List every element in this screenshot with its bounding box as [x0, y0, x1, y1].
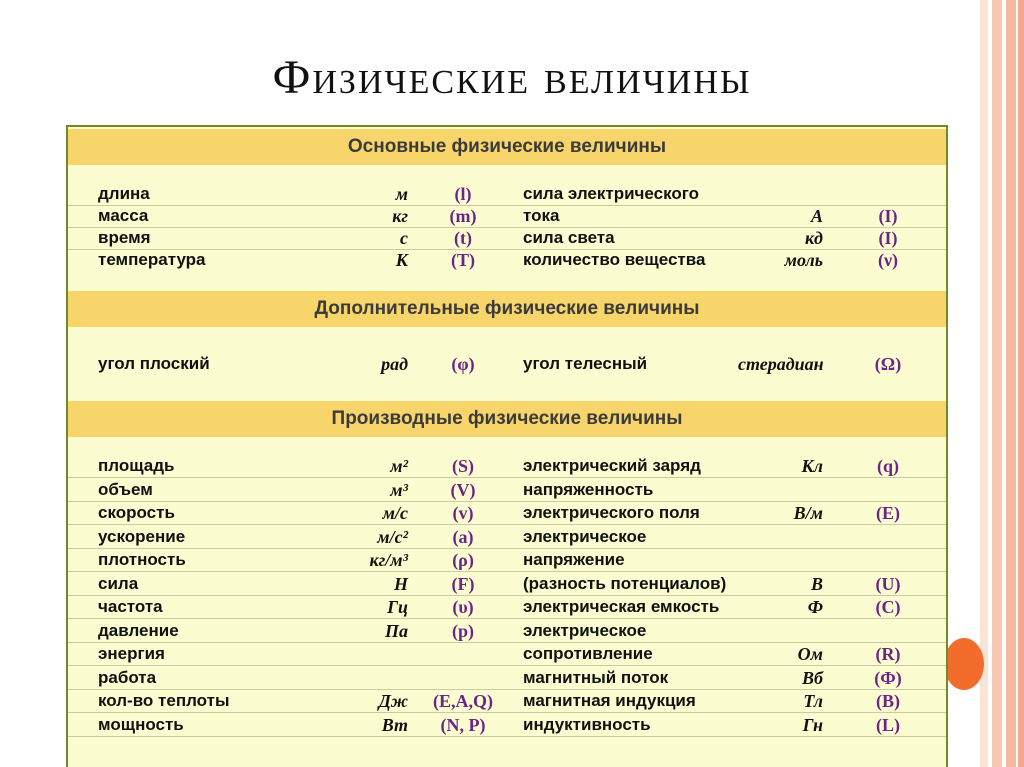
- derived-row: [68, 690, 946, 713]
- quantity-unit: Вт: [381, 714, 408, 735]
- quantity-name: магнитный поток: [523, 667, 669, 687]
- quantity-unit: В/м: [793, 503, 823, 523]
- quantity-symbol: (B): [876, 691, 900, 711]
- quantity-name: электрическое: [523, 620, 647, 640]
- quantity-unit: с: [400, 228, 408, 248]
- decorative-orb: [944, 638, 984, 690]
- quantity-unit: м/с²: [377, 526, 408, 547]
- quantity-symbol: (E): [876, 503, 900, 523]
- quantity-symbol: (T): [451, 250, 475, 270]
- quantity-unit: Ом: [797, 644, 823, 664]
- quantity-unit: В: [810, 573, 823, 594]
- quantity-name: напряжение: [523, 550, 625, 569]
- basic-row: [68, 205, 946, 228]
- quantity-name: масса: [98, 206, 149, 225]
- quantity-symbol: (N, P): [440, 714, 486, 735]
- derived-row: [68, 479, 946, 502]
- quantity-name: ускорение: [98, 526, 186, 546]
- quantity-name: индуктивность: [523, 714, 651, 734]
- quantity-name: магнитная индукция: [523, 691, 696, 710]
- quantity-name: работа: [98, 667, 157, 687]
- quantity-symbol: (a): [452, 526, 474, 547]
- quantity-name: частота: [98, 597, 163, 616]
- quantity-symbol: (E,A,Q): [433, 691, 493, 711]
- quantity-name: объем: [98, 479, 153, 499]
- quantity-symbol: (ρ): [452, 550, 474, 570]
- quantity-unit: м³: [390, 479, 408, 500]
- decorative-stripes: [980, 0, 1024, 767]
- quantity-unit: кд: [804, 228, 823, 248]
- quantity-unit: моль: [784, 250, 823, 270]
- quantity-symbol: (Ф): [874, 667, 902, 688]
- quantity-symbol: (q): [877, 456, 899, 476]
- quantity-unit: Па: [384, 620, 408, 641]
- quantity-name: сила: [98, 573, 139, 593]
- section-derived-header: Производные физические величины: [68, 401, 946, 437]
- additional-row: [68, 353, 946, 375]
- quantity-symbol: (L): [876, 714, 900, 735]
- page-title: Физические величины: [272, 51, 752, 104]
- quantity-symbol: (U): [875, 573, 901, 594]
- quantity-name: время: [98, 228, 151, 247]
- quantity-unit: м: [395, 184, 408, 204]
- quantity-name: напряженность: [523, 479, 654, 499]
- quantity-symbol: (φ): [451, 354, 475, 374]
- basic-row: [68, 249, 946, 271]
- quantity-symbol: (S): [452, 456, 474, 476]
- quantity-name: скорость: [98, 503, 175, 522]
- basic-row: [68, 227, 946, 250]
- quantity-unit: Тл: [803, 691, 823, 711]
- quantity-unit: Дж: [378, 691, 408, 711]
- quantity-symbol: (Ω): [874, 354, 902, 374]
- quantity-name: угол телесный: [523, 354, 648, 373]
- quantity-unit: Гц: [387, 597, 408, 617]
- quantity-name: (разность потенциалов): [523, 573, 727, 593]
- derived-row: [68, 502, 946, 525]
- derived-row: [68, 455, 946, 478]
- derived-row: [68, 526, 946, 549]
- quantity-unit: Кл: [801, 456, 823, 476]
- section-additional-header: Дополнительные физические величины: [68, 291, 946, 327]
- quantity-unit: рад: [381, 354, 408, 374]
- derived-row: [68, 667, 946, 690]
- quantity-name: электрический заряд: [523, 456, 701, 475]
- quantity-unit: Н: [393, 573, 408, 594]
- quantity-symbol: (υ): [452, 597, 474, 617]
- quantity-name: количество вещества: [523, 250, 706, 269]
- quantities-table: [66, 125, 948, 767]
- quantity-symbol: (V): [450, 479, 476, 500]
- quantity-unit: К: [395, 250, 408, 270]
- quantity-name: электрическая емкость: [523, 597, 720, 616]
- quantity-name: давление: [98, 620, 179, 640]
- quantity-symbol: (I): [878, 206, 898, 226]
- quantity-symbol: (C): [875, 597, 901, 617]
- quantity-symbol: (R): [875, 644, 901, 664]
- quantity-name: угол плоский: [98, 354, 210, 373]
- quantity-name: электрическое: [523, 526, 647, 546]
- quantity-symbol: (l): [454, 184, 472, 204]
- section-basic-header: Основные физические величины: [68, 129, 946, 165]
- derived-row: [68, 714, 946, 737]
- quantity-symbol: (m): [449, 206, 477, 226]
- quantity-name: тока: [523, 206, 560, 225]
- quantity-name: кол-во теплоты: [98, 691, 230, 710]
- quantity-symbol: (t): [454, 228, 472, 248]
- quantity-unit: Гн: [802, 714, 823, 735]
- quantity-name: плотность: [98, 550, 186, 569]
- quantity-name: энергия: [98, 644, 165, 663]
- quantity-unit: кг/м³: [369, 550, 408, 570]
- quantity-symbol: (ν): [877, 250, 899, 270]
- quantity-name: мощность: [98, 714, 184, 734]
- quantity-symbol: (I): [878, 228, 898, 248]
- quantity-symbol: (v): [452, 503, 474, 523]
- quantity-unit: Ф: [807, 597, 823, 617]
- quantity-unit: м/с: [382, 503, 408, 523]
- derived-row: [68, 596, 946, 619]
- derived-row: [68, 643, 946, 666]
- quantity-unit: стерадиан: [738, 354, 824, 374]
- quantity-symbol: (p): [452, 620, 474, 641]
- quantity-name: площадь: [98, 456, 175, 475]
- quantity-unit: кг: [392, 206, 408, 226]
- quantity-name: температура: [98, 250, 206, 269]
- quantity-unit: м²: [390, 456, 408, 476]
- derived-row: [68, 573, 946, 596]
- quantity-name: сопротивление: [523, 644, 653, 663]
- quantity-name: электрического поля: [523, 503, 700, 522]
- quantity-name: длина: [98, 184, 150, 203]
- quantity-symbol: (F): [451, 573, 475, 594]
- quantity-unit: А: [810, 206, 823, 226]
- derived-row: [68, 620, 946, 643]
- derived-row: [68, 549, 946, 572]
- quantity-name: сила света: [523, 228, 615, 247]
- basic-row: [68, 183, 946, 206]
- quantity-name: сила электрического: [523, 184, 700, 203]
- quantity-unit: Вб: [802, 667, 823, 688]
